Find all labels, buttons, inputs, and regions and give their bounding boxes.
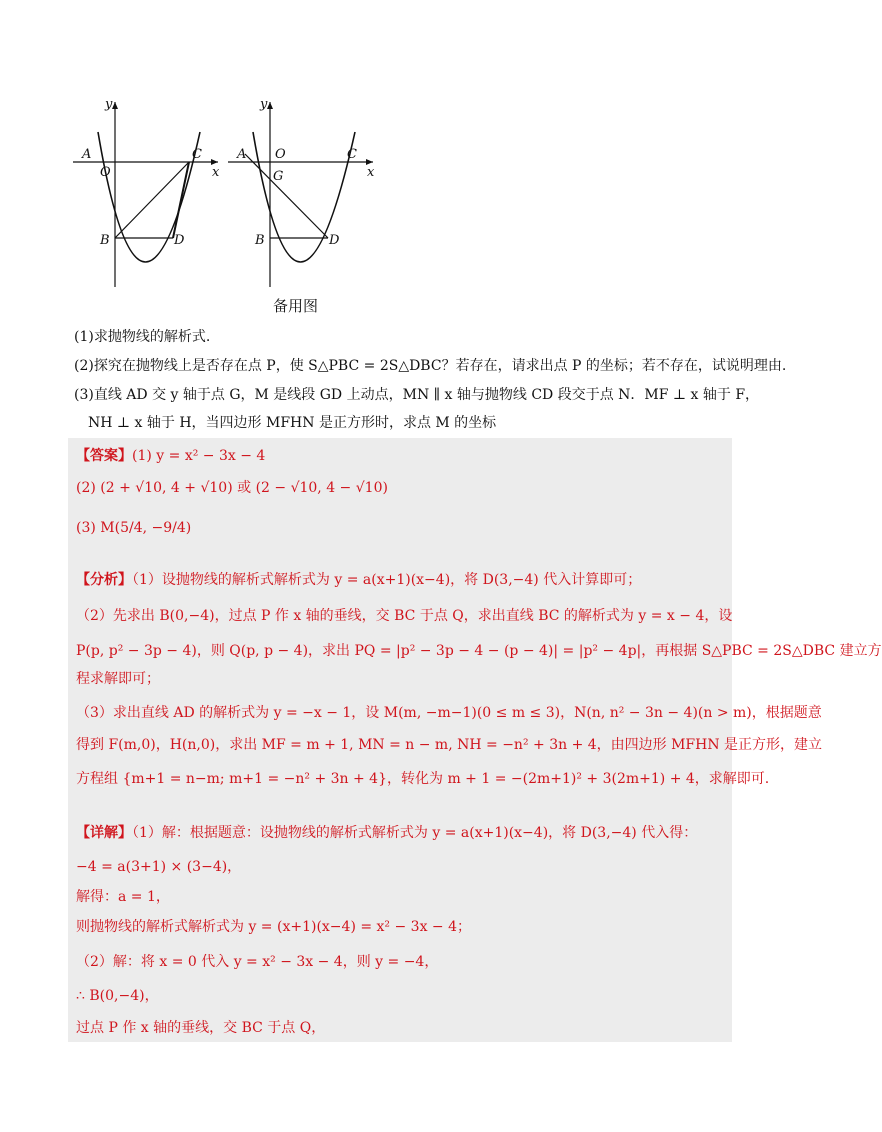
- analysis-line-6: 得到 F(m,0)，H(n,0)，求出 MF = m + 1, MN = n − m, NH = −n² + 3n + 4，由四边形 MFHN 是正方形，建立: [76, 737, 823, 753]
- label-b: B: [100, 233, 110, 248]
- answer-2-or: 或: [237, 480, 252, 496]
- segment-ad: [245, 154, 328, 238]
- analysis-line-7: 方程组 {m+1 = n−m; m+1 = −n² + 3n + 4}，转化为 m + 1 = −(2m+1)² + 3(2m+1) + 4，求解即可.: [76, 771, 770, 787]
- label-g: G: [273, 169, 284, 184]
- analysis-line-3: P(p, p² − 3p − 4)，则 Q(p, p − 4)，求出 PQ = |p² − 3p − 4 − (p − 4)| = |p² − 4p|，再根据 S△PBC = 2S△DBC 建立方: [76, 643, 882, 659]
- label-a: A: [237, 147, 247, 162]
- label-o: O: [275, 147, 286, 162]
- parabola-1: [98, 132, 200, 262]
- question-3-line-1: (3)直线 AD 交 y 轴于点 G，M 是线段 GD 上动点，MN ∥ x 轴与抛物线 CD 段交于点 N．MF ⊥ x 轴于 F，: [74, 387, 760, 403]
- analysis-line-1: [76, 570, 641, 590]
- label-d: D: [174, 233, 185, 248]
- question-3-line-2: NH ⊥ x 轴于 H，当四边形 MFHN 是正方形时，求点 M 的坐标: [88, 415, 497, 431]
- segment-dc: [173, 162, 189, 238]
- answer-2-right: (2 − √10, 4 − √10): [255, 480, 388, 496]
- label-c: C: [192, 147, 202, 162]
- label-a: A: [82, 147, 92, 162]
- figure-1: [73, 97, 220, 287]
- answer-1: (1) y = x² − 3x − 4: [132, 448, 266, 464]
- analysis-line-2: （2）先求出 B(0,−4)，过点 P 作 x 轴的垂线，交 BC 于点 Q，求出直线 BC 的解析式为 y = x − 4，设: [76, 608, 733, 624]
- question-2: (2)探究在抛物线上是否存在点 P，使 S△PBC = 2S△DBC？若存在，请求出点 P 的坐标；若不存在，试说明理由.: [74, 358, 787, 374]
- answer-tag: 【答案】: [76, 448, 132, 464]
- figure-caption: 备用图: [273, 297, 319, 315]
- parabola-2: [253, 132, 355, 262]
- detail-line-7: 过点 P 作 x 轴的垂线，交 BC 于点 Q，: [76, 1020, 326, 1036]
- label-b: B: [255, 233, 265, 248]
- answer-line-1: [76, 446, 265, 466]
- detail-line-2: −4 = a(3+1) × (3−4)，: [76, 859, 242, 875]
- analysis-tag: 【分析】: [76, 572, 132, 588]
- answer-3: (3) M(5/4, −9/4): [76, 520, 192, 536]
- analysis-line-4: 程求解即可；: [76, 671, 160, 687]
- detail-line-5: （2）解：将 x = 0 代入 y = x² − 3x − 4，则 y = −4，: [76, 954, 439, 970]
- label-d: D: [329, 233, 340, 248]
- detail-line-6: ∴ B(0,−4)，: [76, 988, 159, 1004]
- answer-2-left: (2) (2 + √10, 4 + √10): [76, 480, 233, 496]
- detail-line-4: 则抛物线的解析式解析式为 y = (x+1)(x−4) = x² − 3x − 4；: [76, 919, 472, 935]
- detail-text-1: （1）解：根据题意：设抛物线的解析式解析式为 y = a(x+1)(x−4)，将 D(3,−4) 代入得：: [132, 825, 698, 841]
- question-1: (1)求抛物线的解析式.: [74, 329, 211, 345]
- label-c: C: [347, 147, 357, 162]
- detail-line-3: 解得：a = 1，: [76, 889, 170, 905]
- label-x: x: [367, 165, 375, 180]
- label-x: x: [212, 165, 220, 180]
- answer-line-2: [76, 478, 388, 498]
- detail-tag: 【详解】: [76, 825, 132, 841]
- figure-2: [228, 97, 375, 287]
- segment-bc: [115, 162, 189, 238]
- label-o: O: [100, 165, 111, 180]
- analysis-line-5: （3）求出直线 AD 的解析式为 y = −x − 1，设 M(m, −m−1)(0 ≤ m ≤ 3)，N(n, n² − 3n − 4)(n > m)，根据题意: [76, 705, 822, 721]
- label-y: y: [260, 97, 268, 112]
- detail-line-1: [76, 823, 697, 843]
- label-y: y: [105, 97, 113, 112]
- parabola-figures: [68, 92, 388, 292]
- analysis-text-1: （1）设抛物线的解析式解析式为 y = a(x+1)(x−4)，将 D(3,−4) 代入计算即可；: [132, 572, 642, 588]
